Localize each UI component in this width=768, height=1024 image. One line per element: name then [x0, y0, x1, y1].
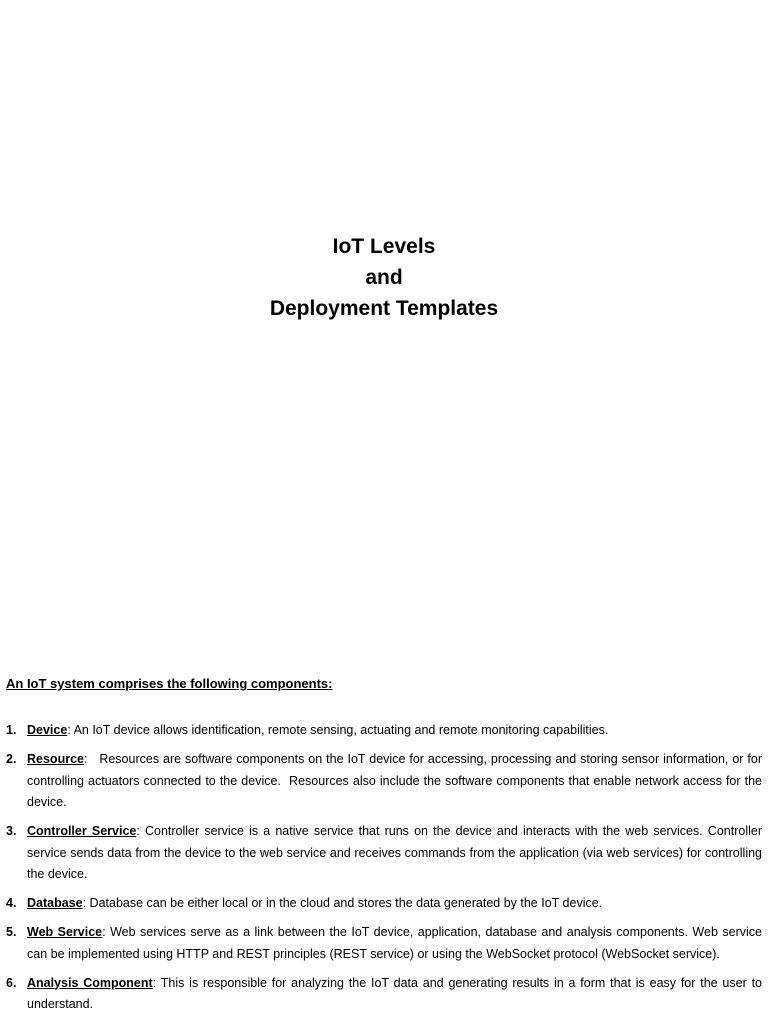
term-database: Database [27, 896, 83, 910]
list-item-database [0, 893, 768, 915]
term-resource: Resource [27, 752, 84, 766]
definition-analysis-component: : This is responsible for analyzing the IoT data and generating results in a form that is easy for the user to understand. [27, 975, 762, 1011]
document-title [0, 231, 768, 324]
components-heading: An IoT system comprises the following components: [6, 676, 333, 691]
list-number: 1. [6, 723, 17, 737]
list-number: 2. [6, 752, 17, 766]
term-web-service: Web Service [27, 925, 103, 939]
list-item-device [0, 720, 768, 742]
components-list [0, 720, 768, 1023]
definition-controller-service: : Controller service is a native service that runs on the device and interacts with the web services. Controller service sends data from the device to the web service and receives commands from the application (via web services) for controlling the device. [27, 824, 762, 881]
list-number: 6. [6, 975, 17, 990]
definition-database: : Database can be either local or in the cloud and stores the data generated by the IoT device. [82, 896, 603, 910]
definition-device: : An IoT device allows identification, remote sensing, actuating and remote monitoring capabilities. [67, 723, 609, 737]
term-analysis-component: Analysis Component [27, 975, 153, 990]
list-number: 4. [6, 896, 17, 910]
term-device: Device [27, 723, 68, 737]
list-item-analysis-component [0, 973, 768, 1016]
title-line-3: Deployment Templates [269, 297, 499, 320]
list-item-web-service [0, 922, 768, 965]
definition-web-service: : Web services serve as a link between the IoT device, application, database and analysis components. Web service can be implemented using HTTP and REST principles (REST service) or using the WebSocket protocol (WebSocket service). [27, 925, 762, 961]
term-controller-service: Controller Service [27, 824, 137, 838]
definition-resource: : Resources are software components on the IoT device for accessing, processing and storing sensor information, or for controlling actuators connected to the device. Resources also include the software components that enable network access for the device. [27, 752, 766, 809]
title-line-1: IoT Levels [332, 235, 436, 258]
title-line-2: and [365, 266, 403, 289]
list-number: 5. [6, 925, 17, 939]
list-item-resource [0, 749, 768, 814]
list-item-controller-service [0, 821, 768, 886]
list-number: 3. [6, 824, 17, 838]
